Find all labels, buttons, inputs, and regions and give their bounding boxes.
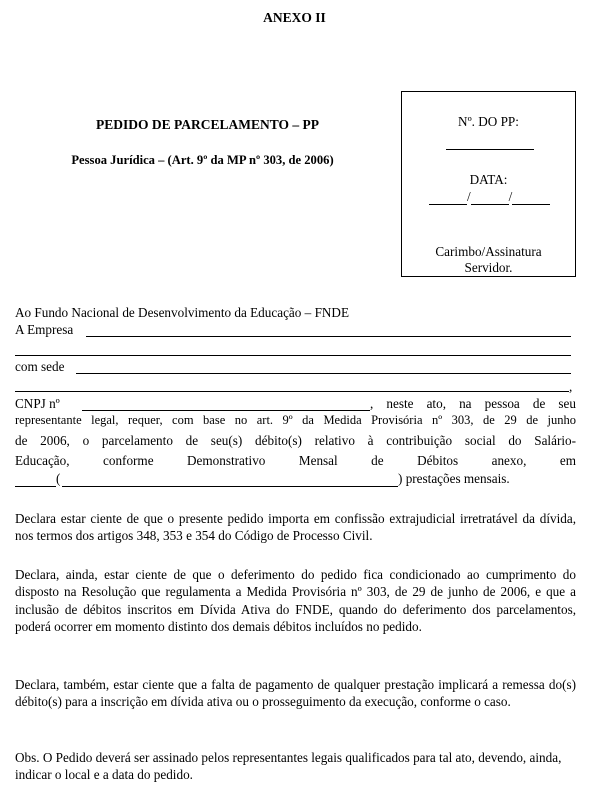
date-year-blank[interactable] bbox=[512, 191, 550, 205]
signature-label bbox=[402, 244, 575, 276]
company-name-field-continuation[interactable] bbox=[15, 355, 571, 356]
installments-words-field[interactable] bbox=[62, 486, 398, 487]
cnpj-label: CNPJ nº bbox=[15, 396, 60, 411]
seat-address-field[interactable] bbox=[76, 373, 571, 374]
request-line-2: representante legal, requer, com base no art. 9º da Medida Provisória nº 303, de 29 de junho bbox=[15, 413, 576, 427]
date-separator: / bbox=[508, 189, 513, 204]
cnpj-continuation: , neste ato, na pessoa de seu bbox=[370, 396, 576, 411]
request-word: conforme bbox=[103, 453, 154, 468]
request-word: Demonstrativo bbox=[187, 453, 266, 468]
form-subtitle: Pessoa Jurídica – (Art. 9º da MP nº 303, de 2006) bbox=[71, 153, 334, 167]
request-word: em bbox=[559, 453, 576, 468]
pp-number-field[interactable] bbox=[446, 149, 534, 150]
installments-open-paren: ( bbox=[56, 471, 61, 486]
installments-close: ) prestações mensais. bbox=[398, 471, 510, 486]
company-label: A Empresa bbox=[15, 322, 74, 337]
date-field[interactable] bbox=[429, 189, 553, 205]
seat-label: com sede bbox=[15, 359, 65, 374]
signature-label-line1: Carimbo/Assinatura bbox=[435, 244, 542, 259]
company-name-field[interactable] bbox=[86, 336, 571, 337]
pp-number-label: Nº. DO PP: bbox=[458, 114, 519, 129]
date-separator: / bbox=[467, 189, 471, 204]
annex-title: ANEXO II bbox=[263, 10, 326, 25]
declaration-paragraph-2: Declara, ainda, estar ciente de que o deferimento do pedido fica condicionado ao cumprimento do disposto na Resolução que regulamenta a Medida Provisória nº 303, de 29 de junho de 2006, e que a inclusão de débitos inscritos em Dívida Ativa do FNDE, quando do deferimento dos parcelamentos, poderá ocorrer em momento distinto dos demais débitos incluídos no pedido. bbox=[15, 567, 576, 635]
form-title: PEDIDO DE PARCELAMENTO – PP bbox=[95, 117, 319, 132]
request-word: Débitos bbox=[417, 453, 459, 468]
date-day-blank[interactable] bbox=[429, 191, 467, 205]
request-word: Educação, bbox=[15, 453, 70, 468]
seat-address-field-continuation[interactable] bbox=[15, 391, 569, 392]
installments-number-field[interactable] bbox=[15, 486, 56, 487]
request-word: de bbox=[371, 453, 384, 468]
seat-trailing-comma: , bbox=[569, 379, 573, 394]
declaration-paragraph-3: Declara, também, estar ciente que a falta de pagamento de qualquer prestação implicará a remessa do(s) débito(s) para a inscrição em dívida ativa ou o prosseguimento da execução, conforme o caso. bbox=[15, 677, 576, 710]
date-month-blank[interactable] bbox=[471, 191, 509, 205]
signature-label-line2: Servidor. bbox=[464, 260, 513, 275]
recipient-line: Ao Fundo Nacional de Desenvolvimento da Educação – FNDE bbox=[15, 305, 350, 320]
cnpj-field[interactable] bbox=[82, 410, 370, 411]
date-label: DATA: bbox=[469, 172, 508, 187]
request-word: anexo, bbox=[491, 453, 527, 468]
request-word: Mensal bbox=[298, 453, 338, 468]
request-line-3: de 2006, o parcelamento de seu(s) débito(s) relativo à contribuição social do Salário- bbox=[15, 433, 576, 448]
official-stamp-box bbox=[401, 91, 576, 277]
observation-note: Obs. O Pedido deverá ser assinado pelos representantes legais qualificados para tal ato, devendo, ainda, indicar o local e a data do pedido. bbox=[15, 750, 562, 783]
declaration-paragraph-1: Declara estar ciente de que o presente pedido importa em confissão extrajudicial irretratável da dívida, nos termos dos artigos 348, 353 e 354 do Código de Processo Civil. bbox=[15, 511, 576, 544]
request-line-4 bbox=[15, 452, 576, 469]
